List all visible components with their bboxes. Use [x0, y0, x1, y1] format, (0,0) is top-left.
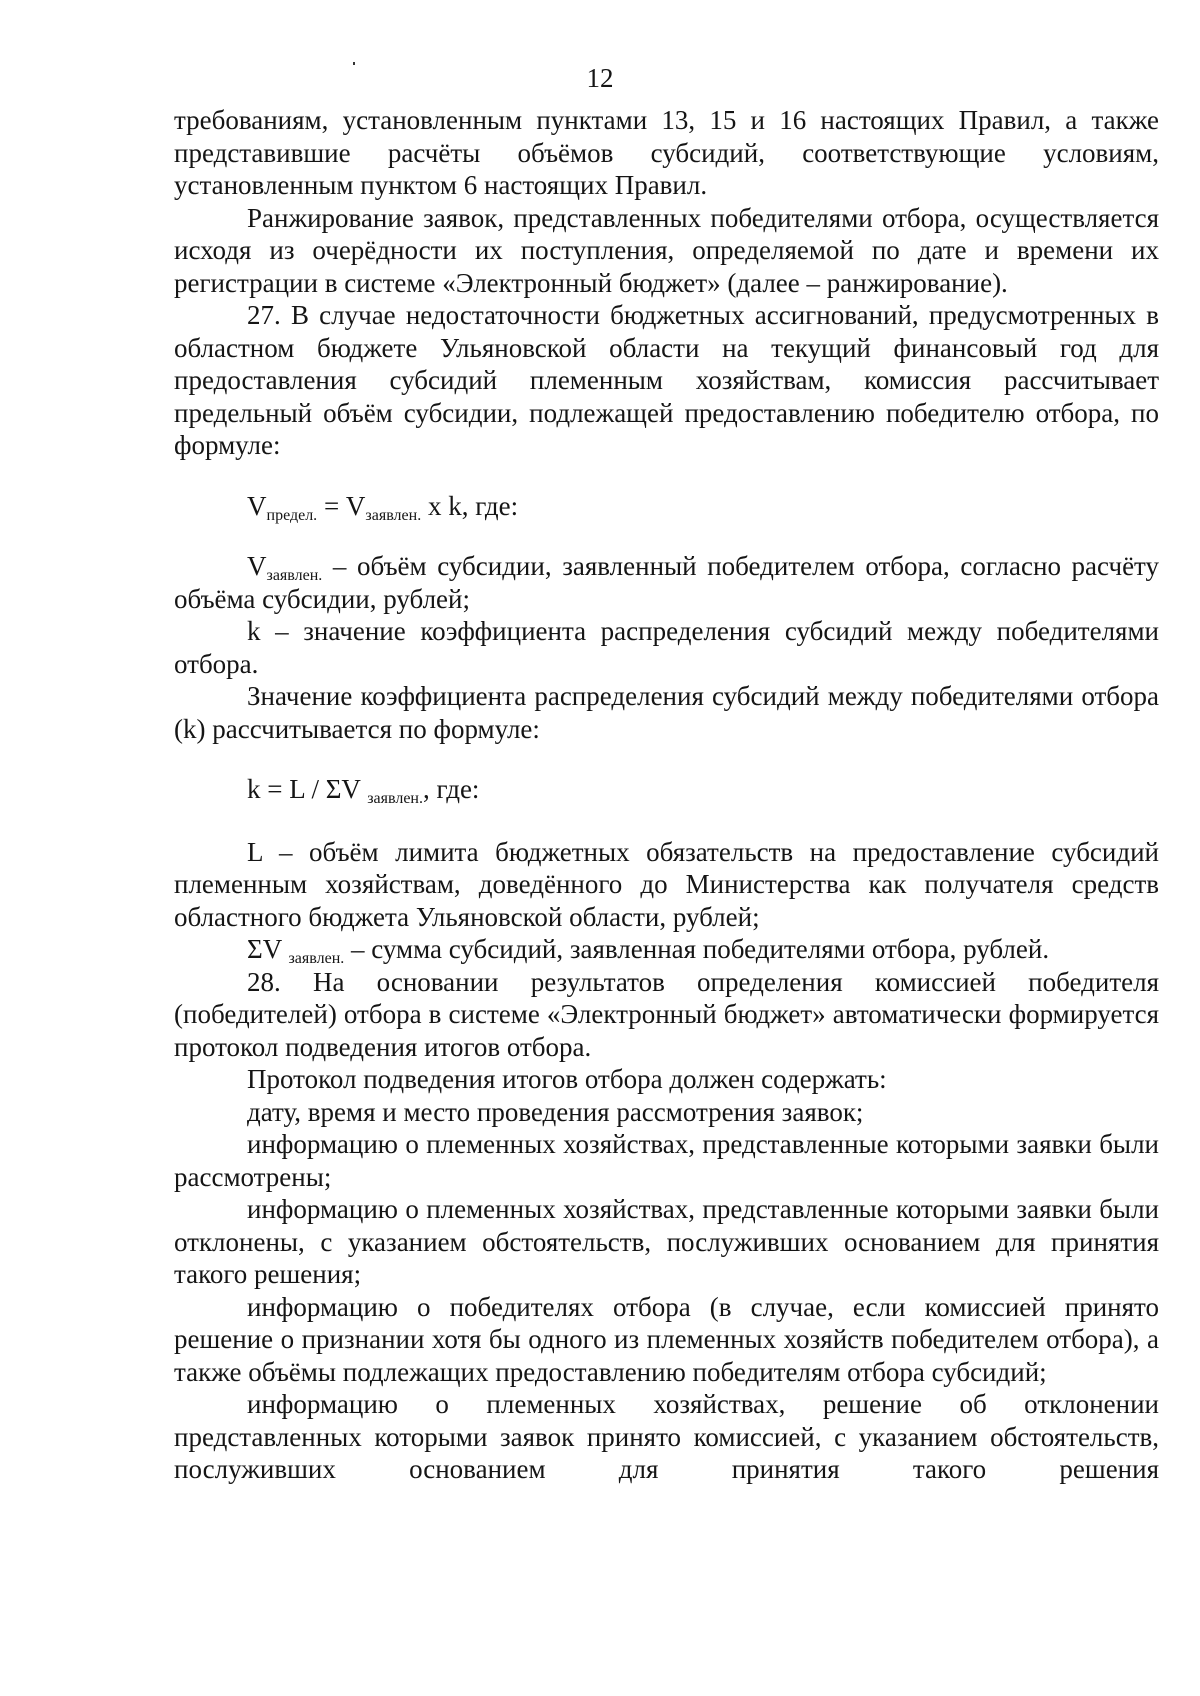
list-item-rejection-decision: информацию о племенных хозяйствах, решение об отклонении представленных которыми заявок принято комиссией, с указанием обстоятельств, послуживших основанием для принятия такого решения: [174, 1389, 1159, 1484]
formula2-lead: k = L / ΣV: [247, 774, 368, 804]
formula-sub-predel: предел.: [266, 506, 318, 524]
list-item-date-time: дату, время и место проведения рассмотрения заявок;: [247, 1096, 864, 1127]
document-body: [174, 104, 1159, 1486]
paragraph-k-definition: k – значение коэффициента распределения субсидий между победителями отбора.: [174, 616, 1159, 679]
list-item-reviewed: информацию о племенных хозяйствах, представленные которыми заявки были рассмотрены;: [174, 1129, 1159, 1192]
formula-eq: = V: [317, 490, 366, 521]
v-sub: заявлен.: [266, 567, 323, 584]
paragraph-k-formula-intro: Значение коэффициента распределения субсидий между победителями отбора (k) рассчитывается по формуле:: [174, 681, 1159, 744]
paragraph-v-definition: [174, 550, 1159, 615]
paragraph-ranking: Ранжирование заявок, представленных победителями отбора, осуществляется исходя из очерёдности их поступления, определяемой по дате и времени их регистрации в системе «Электронный бюджет» (далее – ранжирование).: [174, 202, 1159, 298]
formula-coefficient: [174, 773, 1159, 806]
formula-v: V: [247, 490, 267, 521]
paragraph-protocol-contents: Протокол подведения итогов отбора должен содержать:: [247, 1064, 887, 1094]
formula-sub-zayavlen: заявлен.: [365, 506, 422, 524]
v-definition-text: – объём субсидии, заявленный победителем отбора, согласно расчёту объёма субсидии, рублей;: [174, 551, 1159, 614]
list-item-rejected: информацию о племенных хозяйствах, представленные которыми заявки были отклонены, с указанием обстоятельств, послуживших основанием для принятия такого решения;: [174, 1194, 1159, 1289]
paragraph-27: 27. В случае недостаточности бюджетных ассигнований, предусмотренных в областном бюджете Ульяновской области на текущий финансовый год для предоставления субсидий племенным хозяйствам, комиссия рассчитывает предельный объём субсидии, подлежащей предоставлению победителю отбора, по формуле:: [174, 300, 1159, 460]
formula-limit-volume: [174, 490, 1159, 523]
paragraph-continuation: требованиям, установленным пунктами 13, 15 и 16 настоящих Правил, а также представившие расчёты объёмов субсидий, соответствующие условиям, установленным пунктом 6 настоящих Правил.: [174, 105, 1159, 200]
formula2-tail: , где:: [422, 774, 480, 804]
paragraph-sum-definition: [174, 933, 1159, 966]
paragraph-28: 28. На основании результатов определения комиссией победителя (победителей) отбора в системе «Электронный бюджет» автоматически формируется протокол подведения итогов отбора.: [174, 966, 1159, 1062]
sum-definition-text: – сумма субсидий, заявленная победителями отбора, рублей.: [344, 934, 1050, 964]
v-symbol: V: [247, 551, 267, 581]
sum-symbol: ΣV: [247, 934, 289, 964]
formula2-sub: заявлен.: [367, 790, 423, 807]
sum-sub: заявлен.: [288, 950, 345, 967]
page-number: 12: [586, 63, 614, 93]
paragraph-l-definition: L – объём лимита бюджетных обязательств на предоставление субсидий племенным хозяйствам, доведённого до Министерства как получателя средств областного бюджета Ульяновской области, рублей;: [174, 836, 1159, 932]
list-item-winners: информацию о победителях отбора (в случае, если комиссией принято решение о признании хотя бы одного из племенных хозяйств победителем отбора), а также объёмы подлежащих предоставлению победителям отбора субсидий;: [174, 1291, 1159, 1387]
formula-tail: x k, где:: [421, 490, 519, 521]
